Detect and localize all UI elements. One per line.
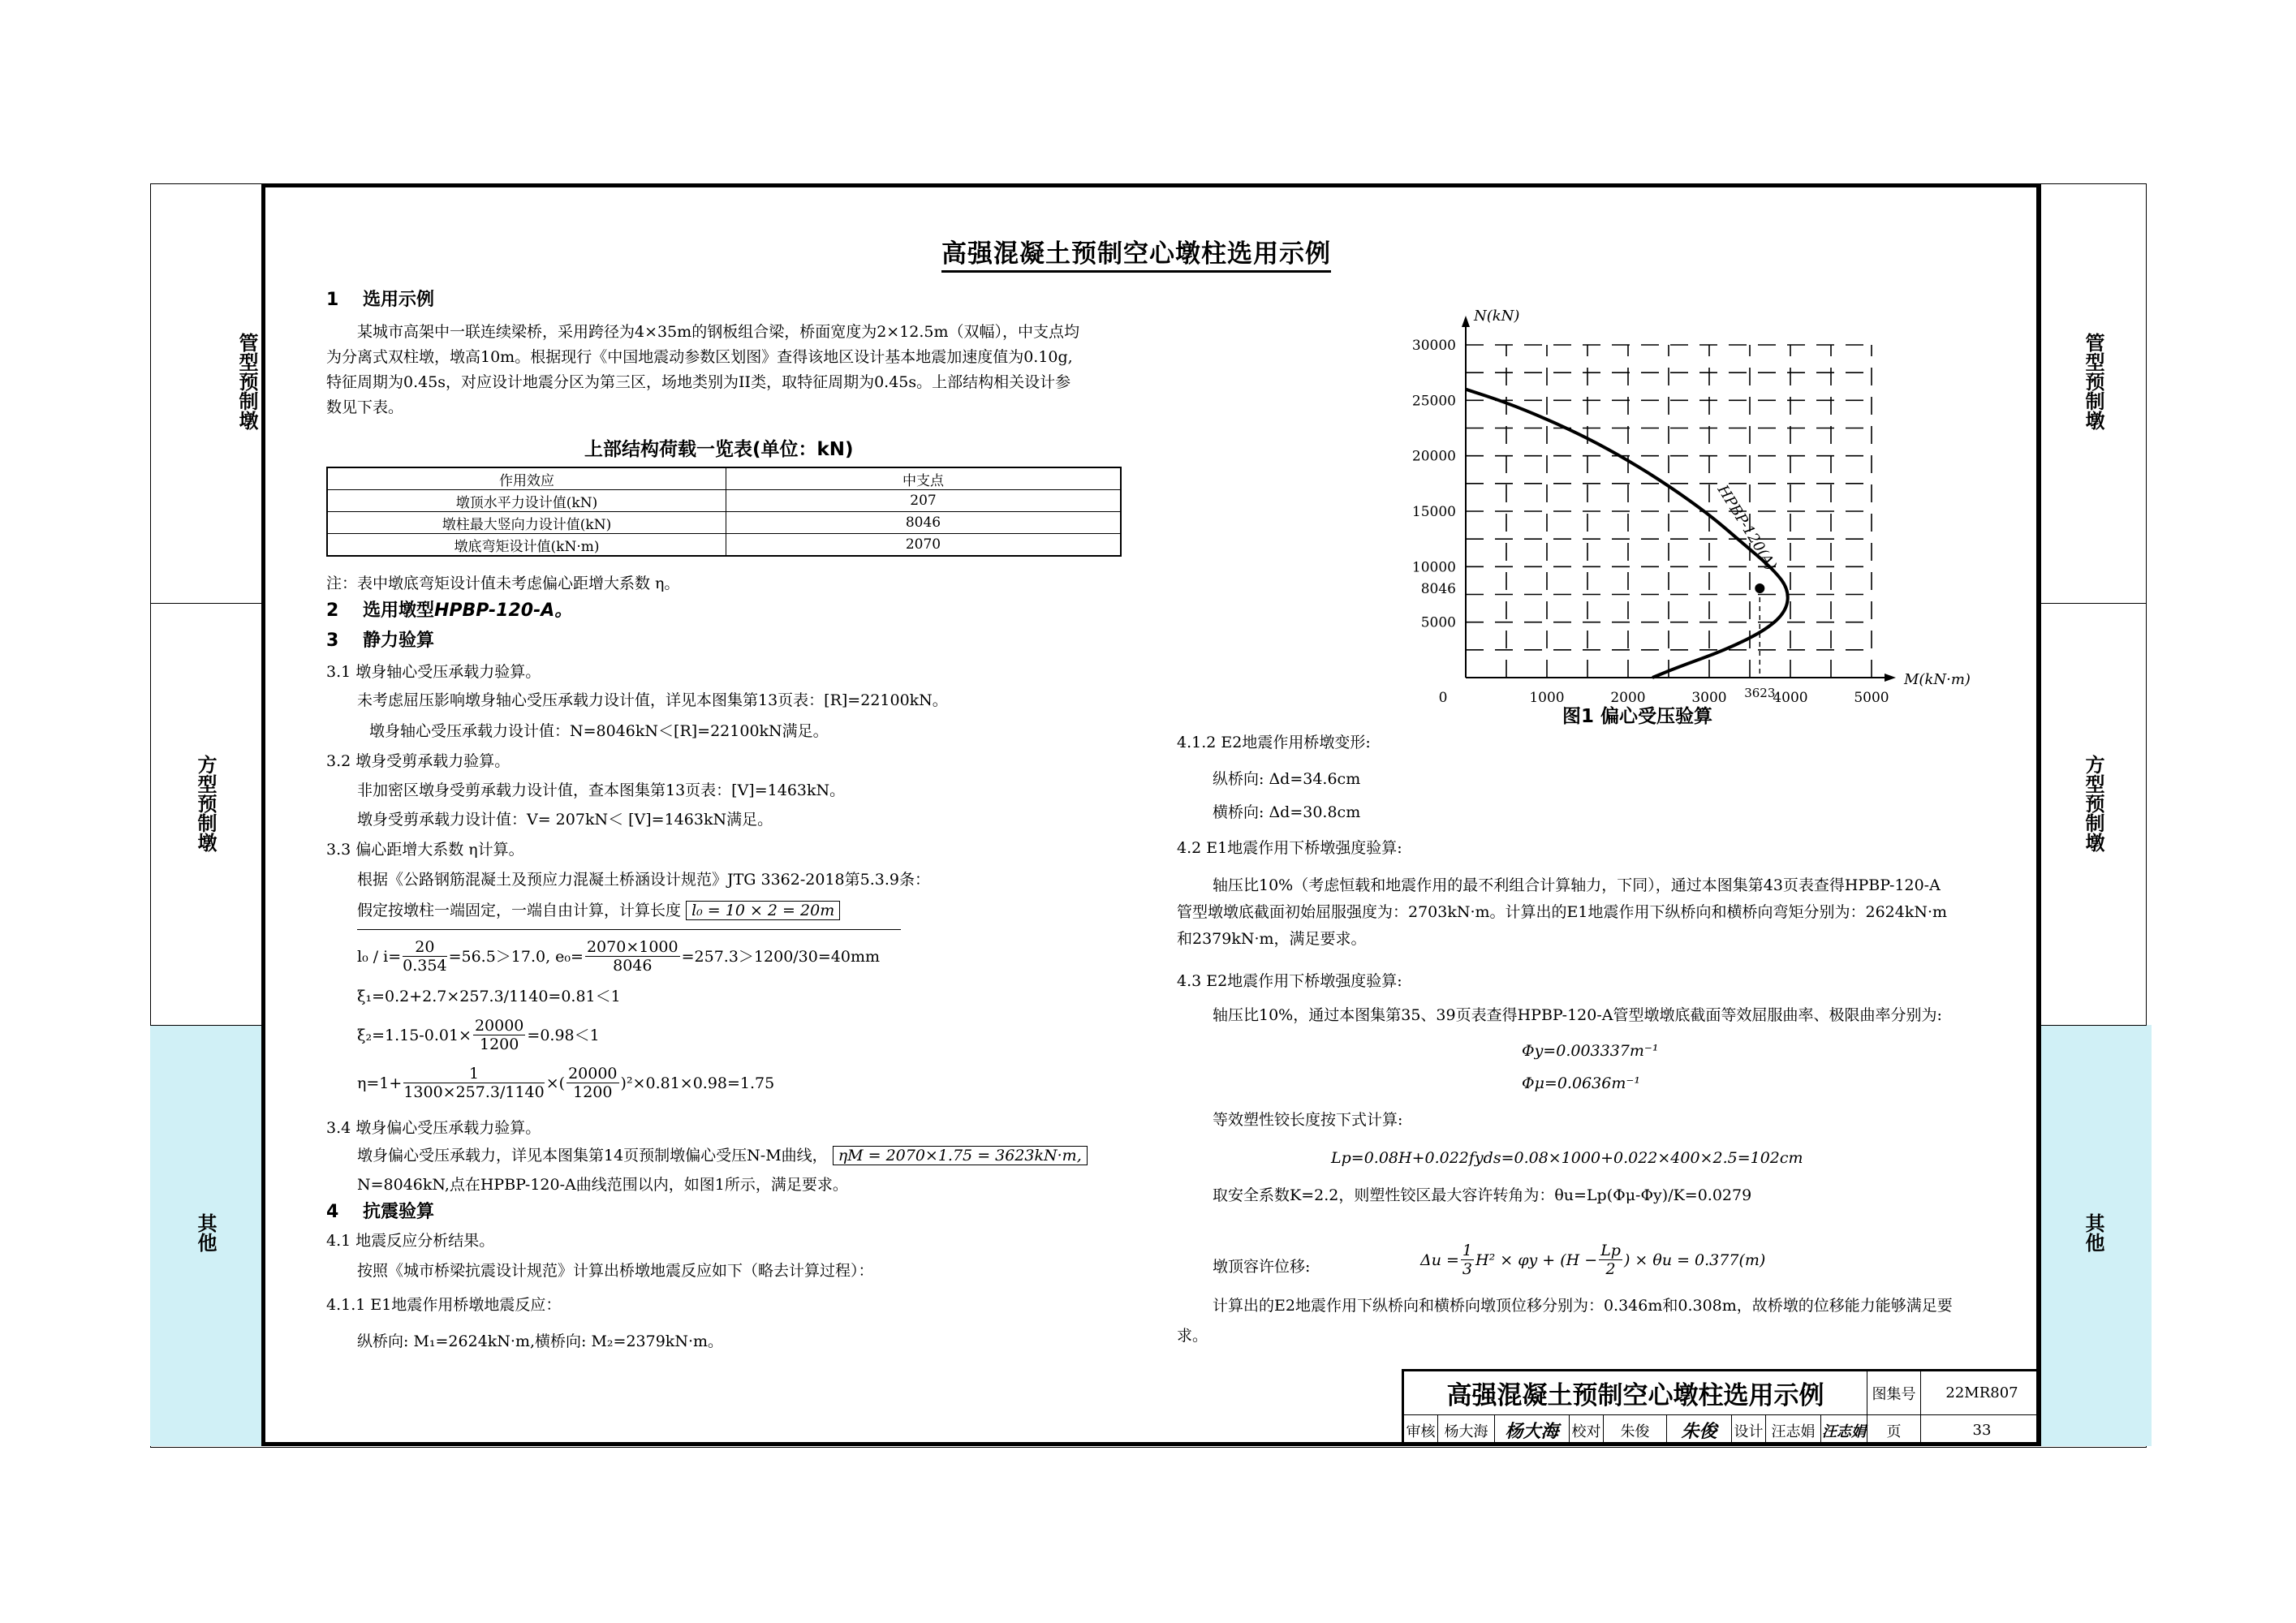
eq3-rhs: =0.98＜1 <box>527 1026 600 1044</box>
disp-fraction-2 <box>1599 1242 1622 1278</box>
disp-fraction-1 <box>1461 1242 1474 1278</box>
load-table <box>326 467 1122 557</box>
page-title: 高强混凝土预制空心墩柱选用示例 <box>941 233 1331 273</box>
table-cell: 2070 <box>726 534 1122 557</box>
page-label: 页 <box>1867 1414 1921 1446</box>
design-label: 设计 <box>1732 1414 1766 1446</box>
eq4-den2: 1200 <box>573 1083 613 1101</box>
series-label: HPBP-120(A) <box>1713 482 1780 574</box>
left-divider-2 <box>150 1025 261 1026</box>
disp-rhs: ) × θu = 0.377(m) <box>1623 1251 1766 1269</box>
s1-para-1: 某城市高架中一联连续梁桥，采用跨径为4×35m的钢板组合梁，桥面宽度为2×12.5m（双幅），中支点均 <box>357 323 1080 341</box>
s33-title: 3.3 偏心距增大系数 η计算。 <box>326 841 524 859</box>
s41-title: 4.1 地震反应分析结果。 <box>326 1232 495 1250</box>
title-block <box>1402 1369 2040 1446</box>
eta-m-box: ηM = 2070×1.75 = 3623kN·m, <box>833 1146 1088 1165</box>
s43-text-d: 墩顶容许位移: <box>1213 1258 1311 1276</box>
table-cell: 8046 <box>726 512 1122 534</box>
x-tick-label: 5000 <box>1854 690 1889 706</box>
s412-long: 纵桥向: Δd=34.6cm <box>1213 770 1361 788</box>
eq1-rhs: =56.5＞17.0, e₀= <box>448 947 584 966</box>
s43-text-b: 等效塑性铰长度按下式计算: <box>1213 1111 1403 1129</box>
left-label-3: 其他 <box>194 1213 217 1252</box>
title-block-title: 高强混凝土预制空心墩柱选用示例 <box>1404 1371 1867 1414</box>
right-divider-2 <box>2040 1025 2147 1026</box>
table-header-cell: 中支点 <box>726 467 1122 490</box>
lp-formula: Lp=0.08H+0.022fyds=0.08×1000+0.022×400×2.5=102cm <box>1331 1149 1803 1167</box>
calc-length-box: l₀ = 10 × 2 = 20m <box>686 901 840 920</box>
x-marker-tick-label: 3623 <box>1744 686 1776 700</box>
s412-title: 4.1.2 E2地震作用桥墩变形: <box>1177 734 1371 751</box>
s411-text: 纵桥向: M₁=2624kN·m,横桥向: M₂=2379kN·m。 <box>357 1332 723 1350</box>
eq1-den2: 8046 <box>613 957 653 975</box>
s31-text-b: 墩身轴心受压承载力设计值：N=8046kN＜[R]=22100kN满足。 <box>369 722 829 740</box>
table-header-row <box>327 467 1121 490</box>
disp-f2-num: Lp <box>1600 1242 1621 1259</box>
y-tick-label: 10000 <box>1412 559 1456 576</box>
pier-type: HPBP-120-A。 <box>433 601 573 621</box>
section-2-label: 2 选用墩型 <box>326 601 434 621</box>
y-tick-label: 5000 <box>1420 614 1456 631</box>
reviewer-signature: 杨大海 <box>1495 1414 1570 1446</box>
designer-name: 汪志娟 <box>1766 1414 1821 1446</box>
s34-text-a <box>357 1146 1088 1165</box>
phi-u: Φμ=0.0636m⁻¹ <box>1522 1074 1640 1092</box>
s34-text-b: N=8046kN,点在HPBP-120-A曲线范围以内，如图1所示，满足要求。 <box>357 1176 848 1194</box>
x-tick-label: 2000 <box>1610 690 1646 706</box>
eq3-lhs: ξ₂=1.15-0.01× <box>357 1026 472 1044</box>
s32-title: 3.2 墩身受剪承载力验算。 <box>326 752 510 770</box>
x-tick-label: 0 <box>1438 690 1448 706</box>
curve-hpbp-120a <box>1466 390 1788 678</box>
left-divider-1 <box>150 603 261 604</box>
s412-trans: 横桥向: Δd=30.8cm <box>1213 803 1361 821</box>
s42-text-b: 管型墩墩底截面初始屈服强度为：2703kN·m。计算出的E1地震作用下纵桥向和横桥向弯矩分别为：2624kN·m <box>1177 903 1948 921</box>
reviewer-name: 杨大海 <box>1438 1414 1495 1446</box>
eq3-den: 1200 <box>480 1035 519 1053</box>
s42-text-a: 轴压比10%（考虑恒载和地震作用的最不利组合计算轴力，下同），通过本图集第43页表查得HPBP-120-A <box>1213 876 1941 894</box>
s411-title: 4.1.1 E1地震作用桥墩地震反应： <box>326 1296 562 1314</box>
s1-para-2: 为分离式双柱墩，墩高10m。根据现行《中国地震动参数区划图》查得该地区设计基本地震加速度值为0.10g, <box>326 348 1073 366</box>
chart-title: 图1 偏心受压验算 <box>1562 706 1713 727</box>
y-tick-label: 30000 <box>1412 338 1456 354</box>
eq1-num: 20 <box>403 938 446 957</box>
chart-grid <box>1466 345 1872 678</box>
eq-divider <box>357 929 901 930</box>
left-label-2: 方型预制墩 <box>194 755 217 852</box>
eq1-lhs: l₀ / i= <box>357 947 402 966</box>
x-axis-arrow <box>1885 674 1896 682</box>
right-label-1: 管型预制墩 <box>2082 333 2104 430</box>
disp-mid: H² × φy + (H − <box>1475 1251 1598 1269</box>
equation-2: ξ₁=0.2+2.7×257.3/1140=0.81＜1 <box>357 988 621 1005</box>
disp-f2-den: 2 <box>1605 1260 1616 1278</box>
table-row <box>327 512 1121 534</box>
review-label: 审核 <box>1404 1414 1438 1446</box>
table-cell: 墩顶水平力设计值(kN) <box>327 490 726 512</box>
eq1-rhs2: =257.3＞1200/30=40mm <box>681 947 880 966</box>
y-axis-arrow <box>1462 316 1470 327</box>
eq1-den: 0.354 <box>403 957 447 975</box>
phi-y: Φy=0.003337m⁻¹ <box>1522 1042 1659 1060</box>
eq4-fraction <box>403 1065 544 1101</box>
eq1-num2: 2070×1000 <box>586 938 678 956</box>
table-header-cell: 作用效应 <box>327 467 726 490</box>
s34-text-a-label: 墩身偏心受压承载力，详见本图集第14页预制墩偏心受压N-M曲线， <box>357 1147 828 1165</box>
x-axis-label: M(kN·m) <box>1904 671 1971 688</box>
s33-text-b-label: 假定按墩柱一端固定，一端自由计算，计算长度 <box>357 902 682 919</box>
chart-series <box>1466 390 1788 678</box>
eq1-fraction-2 <box>585 938 680 975</box>
y-tick-label: 20000 <box>1412 448 1456 465</box>
eq4-num2: 20000 <box>568 1065 618 1083</box>
section-4-heading: 4 抗震验算 <box>326 1202 434 1222</box>
eq4-den: 1300×257.3/1140 <box>403 1083 545 1101</box>
y-tick-label: 25000 <box>1412 393 1456 410</box>
table-caption: 上部结构荷载一览表(单位：kN) <box>584 439 854 460</box>
atlas-label: 图集号 <box>1867 1371 1921 1414</box>
s33-text-a: 根据《公路钢筋混凝土及预应力混凝土桥涵设计规范》JTG 3362-2018第5.3.9条： <box>357 871 930 889</box>
s43-text-f: 求。 <box>1177 1327 1208 1345</box>
table-cell: 墩柱最大竖向力设计值(kN) <box>327 512 726 534</box>
section-3-heading: 3 静力验算 <box>326 631 434 651</box>
s31-title: 3.1 墩身轴心受压承载力验算。 <box>326 663 541 681</box>
page-number: 33 <box>1972 1422 1992 1439</box>
right-label-3: 其他 <box>2082 1213 2104 1252</box>
section-2-heading <box>326 601 572 621</box>
checker-name: 朱俊 <box>1604 1414 1667 1446</box>
check-label: 校对 <box>1570 1414 1604 1446</box>
s43-title: 4.3 E2地震作用下桥墩强度验算: <box>1177 972 1402 990</box>
atlas-number: 22MR807 <box>1945 1384 2018 1401</box>
y-axis-label: N(kN) <box>1474 308 1520 325</box>
equation-3 <box>357 1017 600 1053</box>
nm-chart <box>1412 276 1980 730</box>
eq3-fraction <box>473 1017 525 1053</box>
eq4-rhs: )²×0.81×0.98=1.75 <box>620 1074 775 1092</box>
s42-title: 4.2 E1地震作用下桥墩强度验算: <box>1177 839 1402 857</box>
y-marker-tick-label: 8046 <box>1420 581 1456 598</box>
equation-1 <box>357 938 880 975</box>
table-row <box>327 534 1121 557</box>
s43-text-c: 取安全系数K=2.2，则塑性铰区最大容许转角为：θu=Lp(Φμ-Φy)/K=0.0279 <box>1213 1186 1752 1204</box>
eq4-mid: ×( <box>545 1074 566 1092</box>
left-label-1: 管型预制墩 <box>235 333 258 430</box>
s43-text-e: 计算出的E2地震作用下纵桥向和横桥向墩顶位移分别为：0.346m和0.308m，故桥墩的位移能力能够满足要 <box>1213 1297 1953 1315</box>
s42-text-c: 和2379kN·m，满足要求。 <box>1177 930 1367 948</box>
checker-signature: 朱俊 <box>1667 1414 1732 1446</box>
table-cell: 墩底弯矩设计值(kN·m) <box>327 534 726 557</box>
eq4-fraction-2 <box>566 1065 618 1101</box>
s31-text-a: 未考虑屈压影响墩身轴心受压承载力设计值，详见本图集第13页表：[R]=22100kN。 <box>357 691 948 709</box>
s1-para-3: 特征周期为0.45s，对应设计地震分区为第三区，场地类别为II类，取特征周期为0.45s。上部结构相关设计参 <box>326 373 1071 391</box>
designer-signature: 汪志娟 <box>1821 1414 1867 1446</box>
s33-text-b <box>357 901 840 920</box>
s32-text-b: 墩身受剪承载力设计值：V= 207kN＜ [V]=1463kN满足。 <box>357 811 773 829</box>
disp-f1-den: 3 <box>1462 1260 1473 1278</box>
eq1-fraction <box>403 938 446 975</box>
s1-para-4: 数见下表。 <box>326 398 404 416</box>
disp-lhs: Δu = <box>1420 1251 1459 1269</box>
table-note: 注：表中墩底弯矩设计值未考虑偏心距增大系数 η。 <box>326 575 680 592</box>
equation-4 <box>357 1065 774 1101</box>
x-tick-label: 1000 <box>1529 690 1565 706</box>
s43-text-a: 轴压比10%，通过本图集第35、39页表查得HPBP-120-A管型墩墩底截面等效屈服曲率、极限曲率分别为: <box>1213 1006 1942 1024</box>
s41-text: 按照《城市桥梁抗震设计规范》计算出桥墩地震反应如下（略去计算过程）： <box>357 1262 874 1280</box>
eq3-num: 20000 <box>474 1017 524 1035</box>
table-cell: 207 <box>726 490 1122 512</box>
right-divider-1 <box>2040 603 2147 604</box>
chart-labels <box>1412 308 1971 706</box>
y-tick-label: 15000 <box>1412 504 1456 520</box>
section-1-heading: 1 选用示例 <box>326 290 434 310</box>
design-point-marker <box>1755 583 1764 593</box>
right-label-2: 方型预制墩 <box>2082 755 2104 852</box>
x-tick-label: 4000 <box>1773 690 1808 706</box>
x-tick-label: 3000 <box>1691 690 1727 706</box>
s34-title: 3.4 墩身偏心受压承载力验算。 <box>326 1119 541 1137</box>
eq4-num: 1 <box>403 1065 544 1083</box>
eq4-lhs: η=1+ <box>357 1074 403 1092</box>
disp-f1-num: 1 <box>1462 1242 1473 1259</box>
displacement-formula <box>1420 1242 1765 1278</box>
s32-text-a: 非加密区墩身受剪承载力设计值，查本图集第13页表：[V]=1463kN。 <box>357 781 846 799</box>
table-row <box>327 490 1121 512</box>
